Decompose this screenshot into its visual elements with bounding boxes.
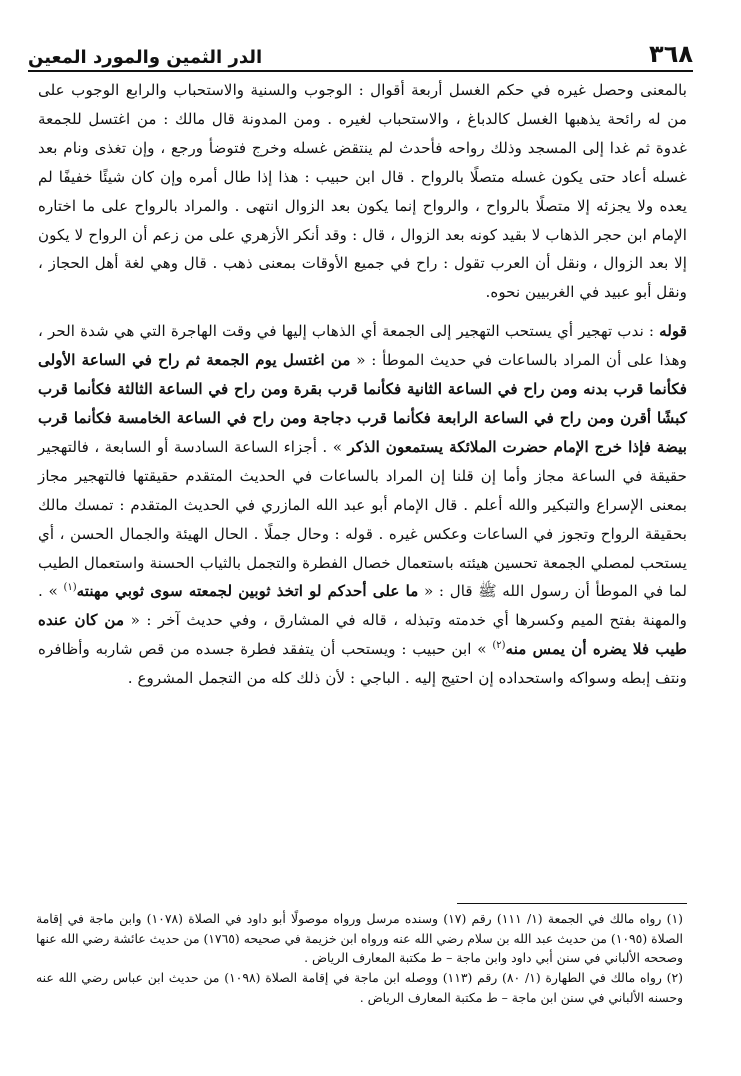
footnotes xyxy=(36,909,683,1008)
footnote-ref-1[interactable]: (١) xyxy=(63,582,77,594)
hadith-quote-1: من اغتسل يوم الجمعة ثم راح في الساعة الأولى فكأنما قرب بدنه ومن راح في الساعة الثانية فكأنما قرب بقرة ومن راح في الساعة الثالثة فكأنما قرب كبشًا أقرن ومن راح في الساعة الرابعة فكأنما قرب دجاجة ومن راح في الساعة الخامسة فكأنما قرب بيضة فإذا خرج الإمام حضرت الملائكة يستمعون الذكر xyxy=(38,351,688,456)
paragraph-2-text-a: : ندب تهجير أي يستحب التهجير إلى الجمعة أي الذهاب إليها في وقت الهاجرة التي هي شدة الحر ، وهذا على أن المراد بالساعات في حديث الموطأ : « xyxy=(38,322,687,370)
paragraph-2-text-c: » . والمهنة بفتح الميم وكسرها أي خدمته وتبذله ، قاله في المشارق ، وفي حديث آخر : « xyxy=(38,582,688,630)
hadith-quote-3: من كان عنده طيب فلا يضره أن يمس منه xyxy=(38,611,687,659)
book-title: الدر الثمين والمورد المعين xyxy=(28,47,263,68)
footnote-2: (٢) رواه مالك في الطهارة (١/ ٨٠) رقم (١١٣) ووصله ابن ماجة في إقامة الصلاة (١٠٩٨) من حديث ابن عباس رضي الله عنه وحسنه الألباني في سنن ابن ماجة – ط مكتبة المعارف الرياض . xyxy=(36,970,683,1005)
footnote-ref-2[interactable]: (٢) xyxy=(492,640,506,652)
paragraph-2-text-b: » . أجزاء الساعة السادسة أو السابعة ، فالتهجير حقيقة في الساعة مجاز وأما إن قلنا إن المراد بالساعات في الحديث المتقدم حقيقتها فالتهجير مجاز بمعنى الإسراع والتبكير والله أعلم . قال الإمام أبو عبد الله المازري في الحديث المتقدم : تمسك مالك بحقيقة الرواح وتجوز في الساعات وعكس غيره . قوله : وحال جملًا . الحال الهيئة والجمال الحسن ، أي يستحب لمصلي الجمعة تحسين هيئته باستعمال خصال الفطرة والتجمل بالثياب الحسنة واستعمال الطيب لما في الموطأ أن رسول الله ﷺ قال : « xyxy=(38,437,687,601)
paragraph-2 xyxy=(38,317,687,693)
page-header xyxy=(28,36,693,68)
page-number: ٣٦٨ xyxy=(649,40,693,68)
footnote-divider xyxy=(457,903,687,904)
footnote-1: (١) رواه مالك في الجمعة (١/ ١١١) رقم (١٧) وسنده مرسل ورواه موصولًا أبو داود في الصلاة (١٠٧٨) وابن ماجة في إقامة الصلاة (١٠٩٥) من حديث عبد الله بن سلام رضي الله عنه ورواه ابن خزيمة في صحيحه (١٧٦٥) من حديث عائشة رضي الله عنها وصححه الألباني في سنن أبي داود وابن ماجة – ط مكتبة المعارف الرياض . xyxy=(36,911,684,966)
header-divider xyxy=(28,70,693,72)
paragraph-1: بالمعنى وحصل غيره في حكم الغسل أربعة أقوال : الوجوب والسنية والاستحباب والرابع الوجوب على من له رائحة يذهبها الغسل كالدباغ ، والاستحباب لغيره . ومن المدونة قال مالك : من اغتسل للجمعة غدوة ثم غدا إلى المسجد وذلك رواحه فأحدث لم ينتقض غسله وخرج فتوضأ ورجع ، وإن تغذى ونام بعد غسله أعاد حتى يكون غسله متصلًا بالرواح . قال ابن حبيب : هذا إذا طال أمره وإن كان شيئًا خفيفًا لم يعده ولا يجزئه إلا متصلًا بالرواح ، والرواح إنما يكون بعد الزوال انتهى . والمراد بالرواح على ما اختاره الإمام ابن حجر الذهاب لا بقيد كونه بعد الزوال ، قال : وقد أنكر الأزهري على من زعم أن الرواح لا يكون إلا بعد الزوال ، ونقل أن العرب تقول : راح في جميع الأوقات بمعنى ذهب . قال وهي لغة أهل الحجاز ، ونقل أبو عبيد في الغربيين نحوه. xyxy=(38,81,687,302)
hadith-quote-2: ما على أحدكم لو اتخذ ثوبين لجمعته سوى ثوبي مهنته xyxy=(76,582,419,601)
paragraph-2-lead: قوله xyxy=(659,322,687,341)
paragraph-2-text-d: » ابن حبيب : ويستحب أن يتفقد فطرة جسده من قص شاربه وأظافره ونتف إبطه وسواكه واستحداده إن احتيج إليه . الباجي : لأن ذلك كله من التجمل المشروع . xyxy=(38,640,687,688)
main-text xyxy=(38,76,687,693)
